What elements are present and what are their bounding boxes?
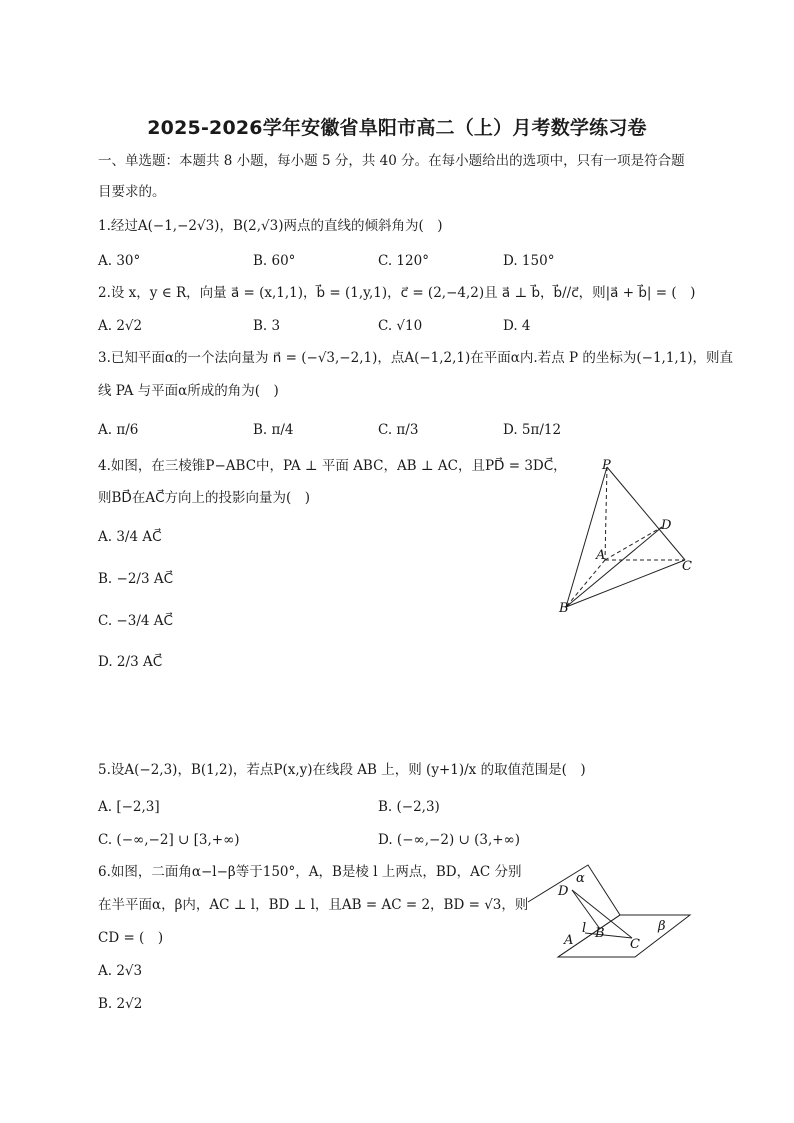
fig2-label-l: l — [582, 921, 587, 936]
fig1-label-b: B — [559, 601, 569, 616]
fig1-label-c: C — [682, 559, 692, 574]
q1-option-b: B. 60° — [253, 253, 296, 269]
question-2-stem: 2.设 x，y ∈ R，向量 a⃗ = (x,1,1)，b⃗ = (1,y,1)，c⃗ = (2,−4,2)且 a⃗ ⊥ b⃗，b⃗//c⃗，则|a⃗ + b⃗| = ( ) — [98, 285, 696, 301]
q6-option-a: A. 2√3 — [98, 963, 143, 979]
question-6-stem-line3: CD = ( ) — [98, 930, 164, 946]
fig1-label-d: D — [661, 518, 672, 533]
question-4-stem-line2: 则BD⃗在AC⃗方向上的投影向量为( ) — [98, 490, 311, 506]
fig2-label-b: B — [595, 926, 605, 941]
question-3-stem-line1: 3.已知平面α的一个法向量为 n⃗ = (−√3,−2,1)，点A(−1,2,1)在平面α内.若点 P 的坐标为(−1,1,1)，则直 — [98, 350, 734, 366]
question-4-stem-line1: 4.如图，在三棱锥P−ABC中，PA ⊥ 平面 ABC，AB ⊥ AC，且PD⃗ = 3DC⃗， — [98, 458, 567, 474]
fig1-label-a: A — [596, 548, 606, 563]
fig2-label-d: D — [558, 884, 569, 899]
q4-option-c: C. −3/4 AC⃗ — [98, 613, 173, 629]
q3-option-d: D. 5π/12 — [503, 422, 562, 438]
q5-option-c: C. (−∞,−2] ∪ [3,+∞) — [98, 832, 240, 848]
q5-option-d: D. (−∞,−2) ∪ (3,+∞) — [378, 832, 521, 848]
dihedral-angle-figure — [520, 860, 700, 970]
q4-option-b: B. −2/3 AC⃗ — [98, 571, 174, 587]
q6-option-b: B. 2√2 — [98, 996, 143, 1012]
q5-option-b: B. (−2,3) — [378, 799, 440, 815]
q5-option-a: A. [−2,3] — [98, 799, 160, 815]
question-5-stem: 5.设A(−2,3)，B(1,2)，若点P(x,y)在线段 AB 上，则 (y+1)/x 的取值范围是( ) — [98, 762, 586, 778]
section-heading-line2: 目要求的。 — [98, 184, 166, 200]
q3-option-b: B. π/4 — [253, 422, 294, 438]
q1-option-c: C. 120° — [378, 253, 429, 269]
question-3-stem-line2: 线 PA 与平面α所成的角为( ) — [98, 383, 279, 399]
fig2-label-alpha: α — [576, 871, 585, 886]
q2-option-c: C. √10 — [378, 318, 423, 334]
question-1-stem: 1.经过A(−1,−2√3)，B(2,√3)两点的直线的倾斜角为( ) — [98, 218, 443, 234]
tetrahedron-figure — [550, 455, 700, 620]
fig2-label-a: A — [564, 933, 574, 948]
q2-option-b: B. 3 — [253, 318, 281, 334]
question-6-stem-line1: 6.如图，二面角α−l−β等于150°，A，B是棱 l 上两点，BD，AC 分别 — [98, 864, 522, 880]
fig2-label-c: C — [630, 937, 640, 952]
q3-option-a: A. π/6 — [98, 422, 139, 438]
fig2-label-beta: β — [658, 919, 666, 934]
fig1-label-p: P — [602, 458, 611, 473]
section-heading-line1: 一、单选题：本题共 8 小题，每小题 5 分，共 40 分。在每小题给出的选项中，只有一项是符合题 — [98, 153, 685, 169]
q4-option-d: D. 2/3 AC⃗ — [98, 654, 163, 670]
q3-option-c: C. π/3 — [378, 422, 419, 438]
q4-option-a: A. 3/4 AC⃗ — [98, 529, 162, 545]
q2-option-d: D. 4 — [503, 318, 531, 334]
q1-option-d: D. 150° — [503, 253, 555, 269]
q2-option-a: A. 2√2 — [98, 318, 143, 334]
q1-option-a: A. 30° — [98, 253, 141, 269]
exam-title: 2025-2026学年安徽省阜阳市高二（上）月考数学练习卷 — [147, 117, 647, 139]
question-6-stem-line2: 在半平面α，β内，AC ⊥ l，BD ⊥ l，且AB = AC = 2，BD = √3，则 — [98, 897, 529, 913]
